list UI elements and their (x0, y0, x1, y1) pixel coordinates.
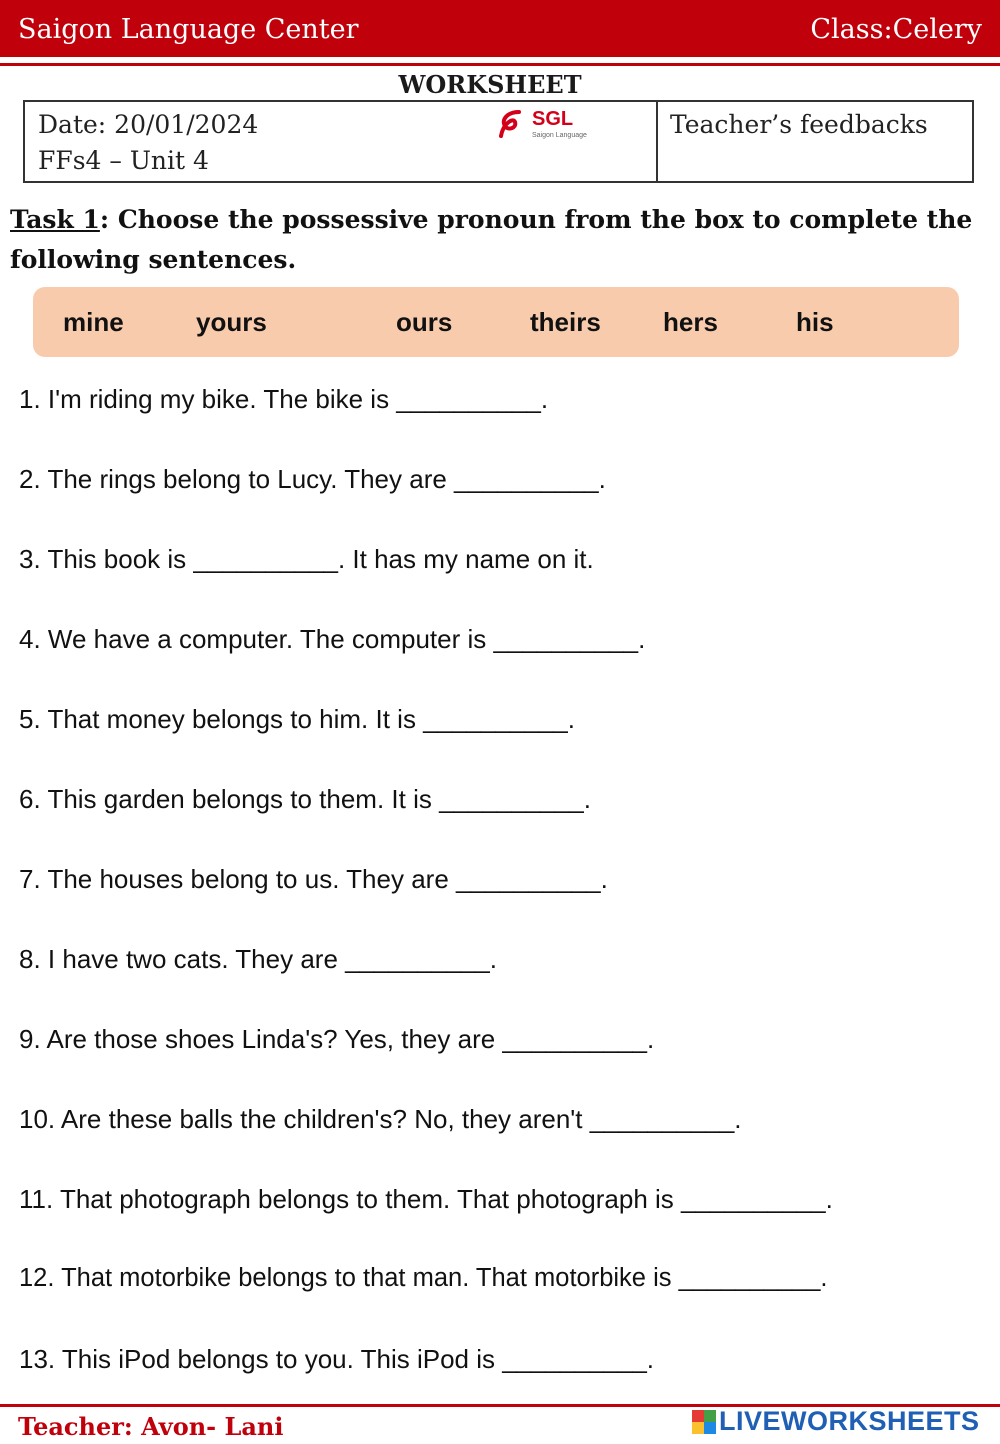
header-bar (0, 0, 1000, 57)
word-option: ours (396, 307, 453, 337)
word-option: theirs (530, 307, 601, 337)
logo-subtext: Saigon Language (532, 132, 587, 139)
word-box (33, 287, 959, 357)
worksheet-title: WORKSHEET (398, 70, 582, 99)
question-10: 10. Are these balls the children's? No, they aren't __________. (19, 1104, 742, 1134)
question-8: 8. I have two cats. They are __________. (19, 944, 497, 974)
question-4: 4. We have a computer. The computer is __________. (19, 624, 646, 654)
question-2: 2. The rings belong to Lucy. They are __________. (19, 464, 606, 494)
sgl-logo-icon (495, 106, 529, 142)
header-divider (0, 63, 1000, 66)
teacher-name: Teacher: Avon- Lani (18, 1412, 284, 1441)
task-label: Task 1 (10, 205, 100, 234)
unit-label: FFs4 – Unit 4 (38, 146, 209, 175)
liveworksheets-logo-icon (692, 1410, 716, 1434)
question-5: 5. That money belongs to him. It is __________. (19, 704, 575, 734)
task-text: : Choose the possessive pronoun from the box to complete the following sentences. (10, 205, 973, 274)
question-9: 9. Are those shoes Linda's? Yes, they are __________. (19, 1024, 655, 1054)
question-1: 1. I'm riding my bike. The bike is __________. (19, 384, 549, 414)
word-option: his (796, 307, 834, 337)
logo-text: SGL (532, 108, 574, 130)
question-3: 3. This book is __________. It has my name on it. (19, 544, 594, 574)
sgl-logo (495, 106, 605, 146)
teacher-feedback-label: Teacher’s feedbacks (670, 110, 928, 139)
school-name: Saigon Language Center (18, 14, 359, 45)
liveworksheets-text: LIVEWORKSHEETS (719, 1406, 980, 1436)
class-name: Class:Celery (810, 14, 982, 45)
question-6: 6. This garden belongs to them. It is __________. (19, 784, 591, 814)
word-option: yours (196, 307, 267, 337)
question-11: 11. That photograph belongs to them. That photograph is __________. (19, 1184, 833, 1214)
question-12: 12. That motorbike belongs to that man. That motorbike is __________. (19, 1264, 828, 1292)
info-left-cell (25, 102, 658, 181)
liveworksheets-brand (692, 1406, 980, 1437)
task-instructions (10, 200, 985, 280)
word-option: hers (663, 307, 718, 337)
info-table (23, 100, 974, 183)
question-13: 13. This iPod belongs to you. This iPod is __________. (19, 1344, 655, 1374)
word-option: mine (63, 307, 124, 337)
date-label: Date: 20/01/2024 (38, 110, 259, 139)
question-7: 7. The houses belong to us. They are __________. (19, 864, 608, 894)
